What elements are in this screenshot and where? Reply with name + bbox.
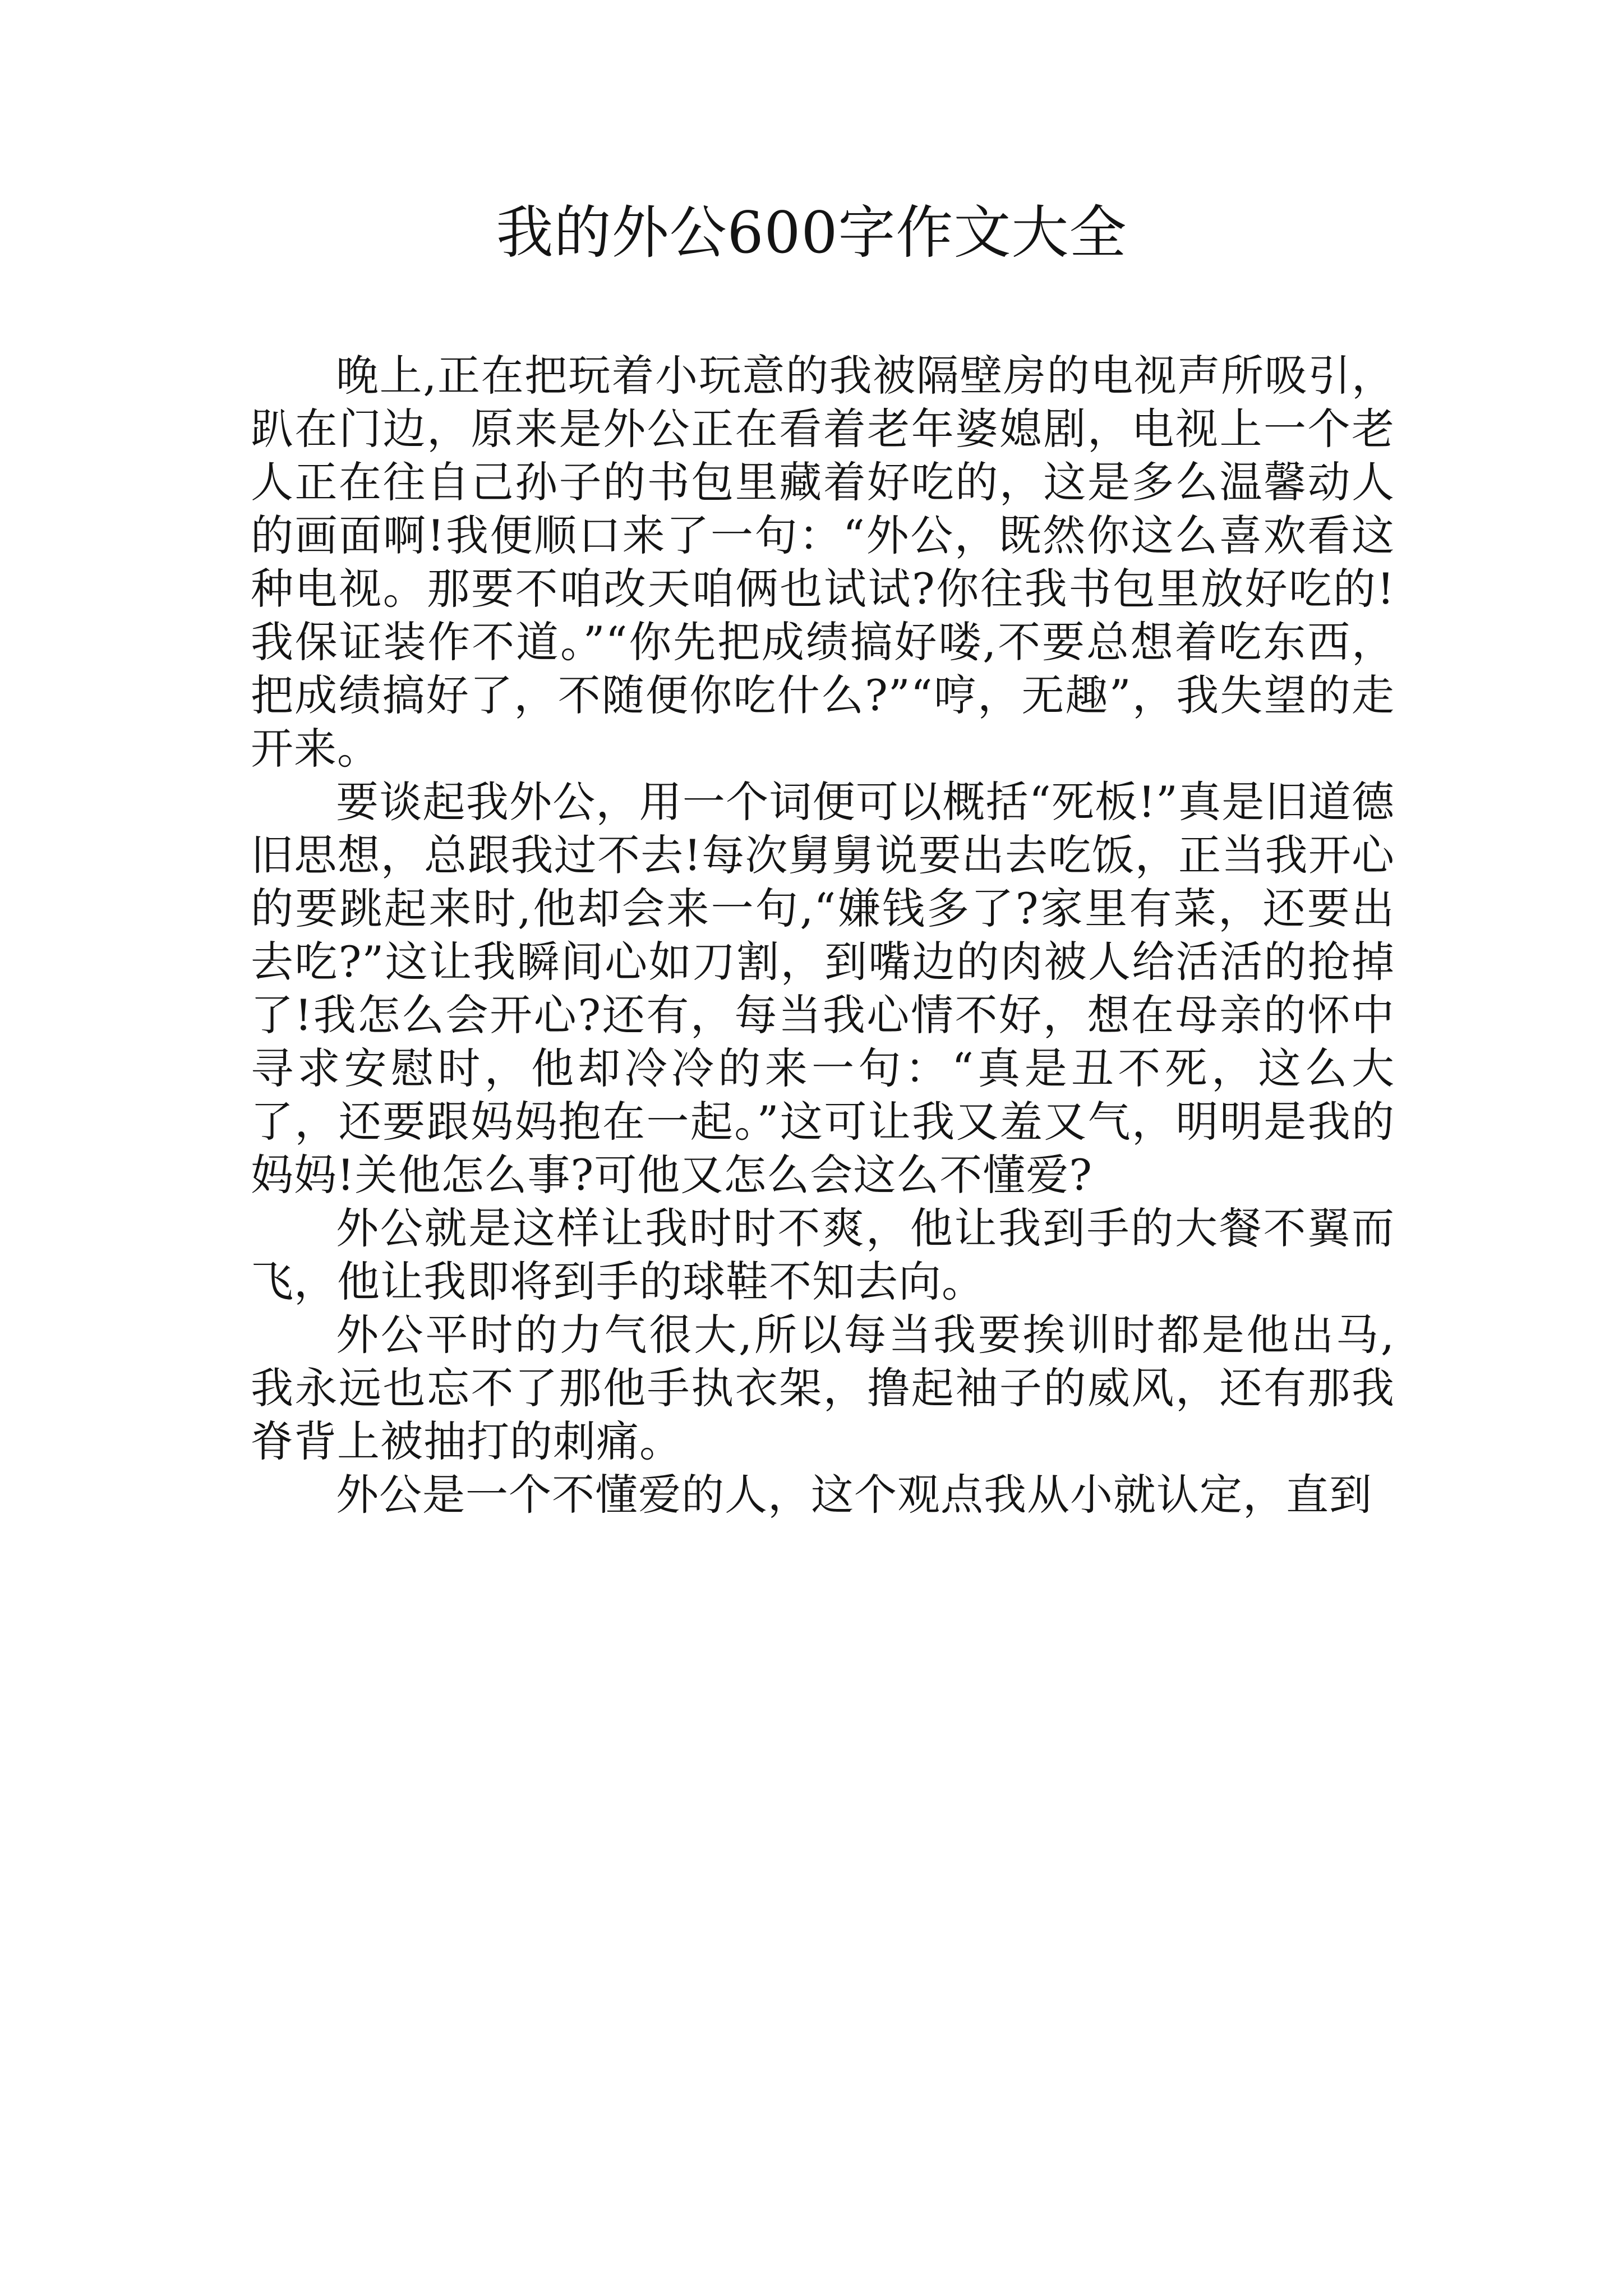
- document-body: [251, 349, 1395, 1521]
- paragraph: 外公是一个不懂爱的人，这个观点我从小就认定，直到: [336, 1470, 1372, 1520]
- paragraph: 要谈起我外公，用一个词便可以概括“死板!”真是旧道德旧思想，总跟我过不去!每次舅舅说要出去吃饭，正当我开心的要跳起来时,他却会来一句,“嫌钱多了?家里有菜，还要出去吃?”这让我瞬间心如刀割，到嘴边的肉被人给活活的抢掉了!我怎么会开心?还有，每当我心情不好，想在母亲的怀中寻求安慰时，他却冷冷的来一句：“真是丑不死，这么大了，还要跟妈妈抱在一起。”这可让我又羞又气，明明是我的妈妈!关他怎么事?可他又怎么会这么不懂爱?: [251, 777, 1395, 1200]
- paragraph: 外公平时的力气很大,所以每当我要挨训时都是他出马,我永远也忘不了那他手执衣架，撸起袖子的威风，还有那我脊背上被抽打的刺痛。: [251, 1310, 1395, 1466]
- document-title: 我的外公600字作文大全: [496, 200, 1127, 266]
- paragraph: 外公就是这样让我时时不爽，他让我到手的大餐不翼而飞，他让我即将到手的球鞋不知去向。: [251, 1203, 1395, 1306]
- paragraph: 晚上,正在把玩着小玩意的我被隔壁房的电视声所吸引，趴在门边，原来是外公正在看着老年婆媳剧，电视上一个老人正在往自己孙子的书包里藏着好吃的，这是多么温馨动人的画面啊!我便顺口来了一句：“外公，既然你这么喜欢看这种电视。那要不咱改天咱俩也试试?你往我书包里放好吃的!我保证装作不道。”“你先把成绩搞好喽,不要总想着吃东西，把成绩搞好了，不随便你吃什么?”“哼，无趣”，我失望的走开来。: [251, 351, 1395, 774]
